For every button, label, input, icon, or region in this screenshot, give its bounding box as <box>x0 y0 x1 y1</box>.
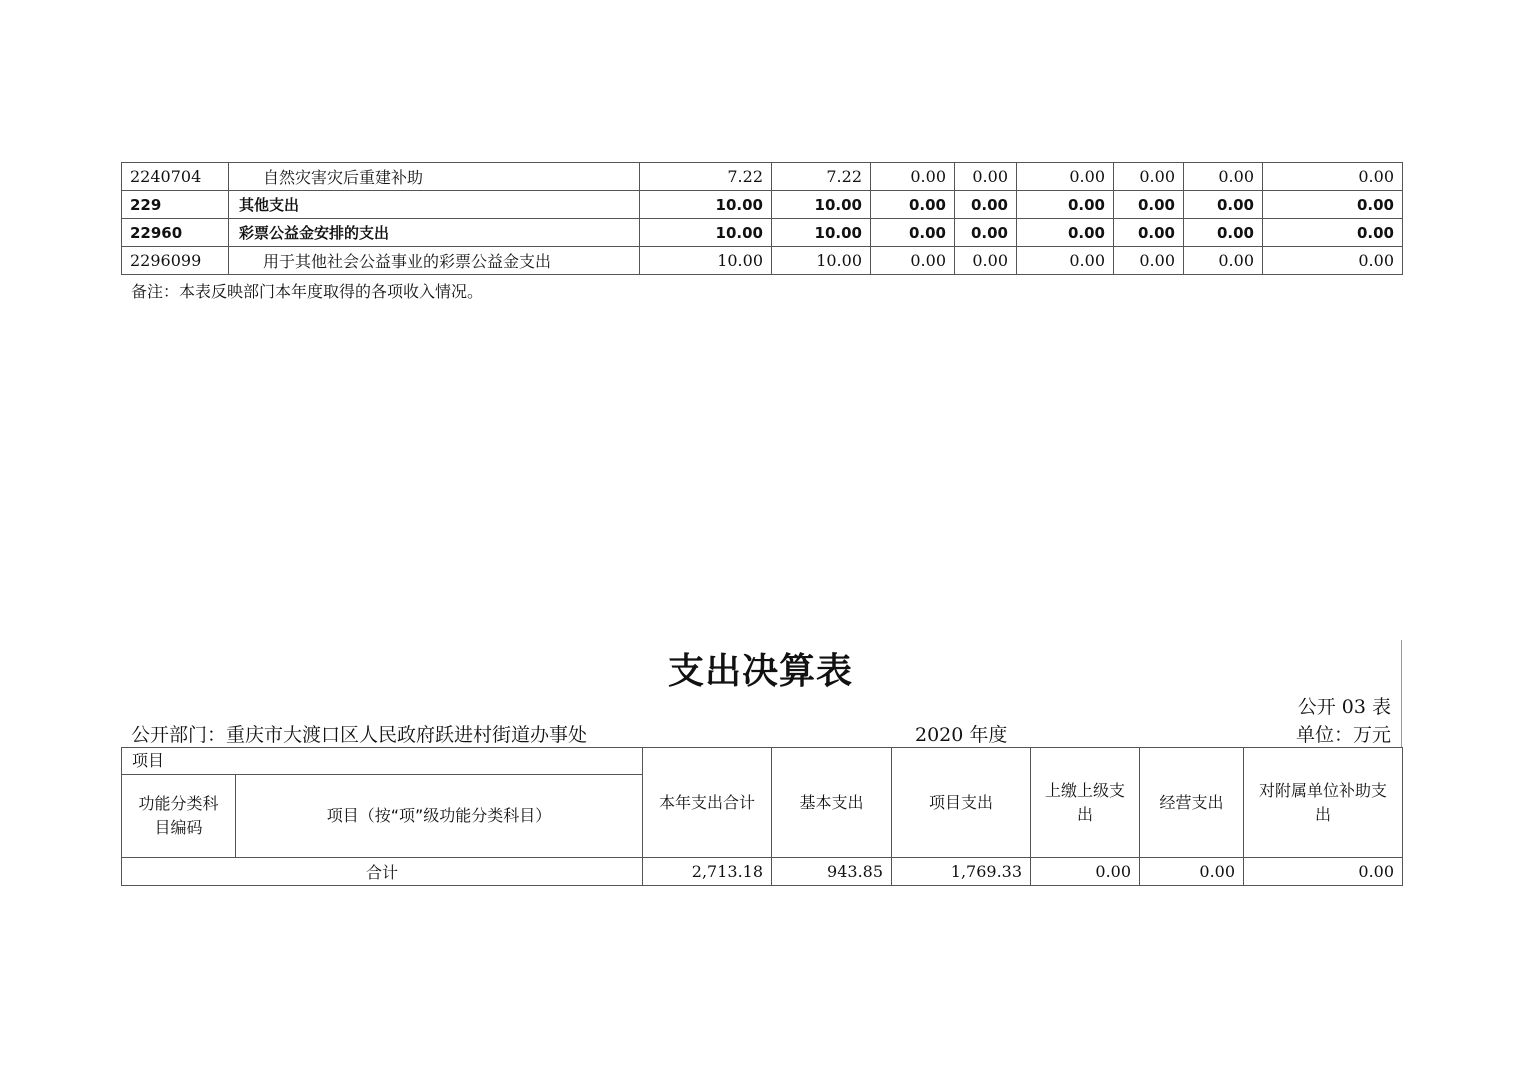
row-value: 0.00 <box>871 191 955 219</box>
total-row <box>122 858 1403 886</box>
header-business: 经营支出 <box>1140 748 1244 858</box>
row-value: 0.00 <box>1263 247 1403 275</box>
page-title: 支出决算表 <box>667 651 853 692</box>
total-cell: 0.00 <box>1031 858 1140 886</box>
fiscal-year: 2020 年度 <box>915 724 1008 746</box>
row-value: 0.00 <box>1184 219 1263 247</box>
row-value: 7.22 <box>640 163 772 191</box>
table-row <box>122 191 1403 219</box>
expenditure-table <box>121 747 1403 886</box>
row-value: 0.00 <box>1114 191 1184 219</box>
row-value: 0.00 <box>1263 163 1403 191</box>
header-basic: 基本支出 <box>772 748 892 858</box>
row-name: 自然灾害灾后重建补助 <box>229 163 640 191</box>
row-value: 0.00 <box>1114 219 1184 247</box>
row-value: 10.00 <box>772 191 871 219</box>
row-name: 其他支出 <box>229 191 640 219</box>
row-code: 22960 <box>122 219 229 247</box>
department-label: 公开部门：重庆市大渡口区人民政府跃进村街道办事处 <box>131 724 588 746</box>
total-cell: 943.85 <box>772 858 892 886</box>
row-value: 0.00 <box>1017 163 1114 191</box>
table-row <box>122 219 1403 247</box>
total-cell: 0.00 <box>1140 858 1244 886</box>
row-value: 0.00 <box>1017 247 1114 275</box>
row-code: 2240704 <box>122 163 229 191</box>
header-subsidy: 对附属单位补助支出 <box>1244 748 1403 858</box>
row-value: 10.00 <box>640 219 772 247</box>
table-note: 备注：本表反映部门本年度取得的各项收入情况。 <box>131 282 484 301</box>
header-item: 项目（按“项”级功能分类科目） <box>236 775 643 858</box>
total-cell: 2,713.18 <box>643 858 772 886</box>
row-name: 彩票公益金安排的支出 <box>229 219 640 247</box>
row-value: 0.00 <box>871 247 955 275</box>
row-name: 用于其他社会公益事业的彩票公益金支出 <box>229 247 640 275</box>
form-number: 公开 03 表 <box>1297 696 1391 718</box>
unit-label: 单位：万元 <box>1295 724 1391 746</box>
continuation-table <box>121 162 1403 275</box>
row-value: 0.00 <box>1184 247 1263 275</box>
row-value: 0.00 <box>1017 219 1114 247</box>
table-row <box>122 163 1403 191</box>
header-total: 本年支出合计 <box>643 748 772 858</box>
header-project-expenditure: 项目支出 <box>892 748 1031 858</box>
row-code: 2296099 <box>122 247 229 275</box>
row-value: 0.00 <box>955 191 1017 219</box>
row-value: 0.00 <box>955 219 1017 247</box>
total-label: 合计 <box>122 858 643 886</box>
table-row <box>122 247 1403 275</box>
row-value: 0.00 <box>1184 163 1263 191</box>
row-value: 7.22 <box>772 163 871 191</box>
row-value: 0.00 <box>955 163 1017 191</box>
row-value: 0.00 <box>1184 191 1263 219</box>
row-value: 0.00 <box>871 219 955 247</box>
row-value: 10.00 <box>772 247 871 275</box>
row-value: 10.00 <box>640 191 772 219</box>
row-value: 0.00 <box>1263 219 1403 247</box>
row-code: 229 <box>122 191 229 219</box>
row-value: 0.00 <box>1114 247 1184 275</box>
row-value: 0.00 <box>1114 163 1184 191</box>
total-cell: 0.00 <box>1244 858 1403 886</box>
total-cell: 1,769.33 <box>892 858 1031 886</box>
header-code: 功能分类科目编码 <box>122 775 236 858</box>
row-value: 0.00 <box>955 247 1017 275</box>
header-upper-level: 上缴上级支出 <box>1031 748 1140 858</box>
row-value: 10.00 <box>772 219 871 247</box>
row-value: 0.00 <box>1017 191 1114 219</box>
row-value: 10.00 <box>640 247 772 275</box>
header-project: 项目 <box>122 748 643 775</box>
row-value: 0.00 <box>1263 191 1403 219</box>
row-value: 0.00 <box>871 163 955 191</box>
continuation-table-body <box>122 163 1403 275</box>
